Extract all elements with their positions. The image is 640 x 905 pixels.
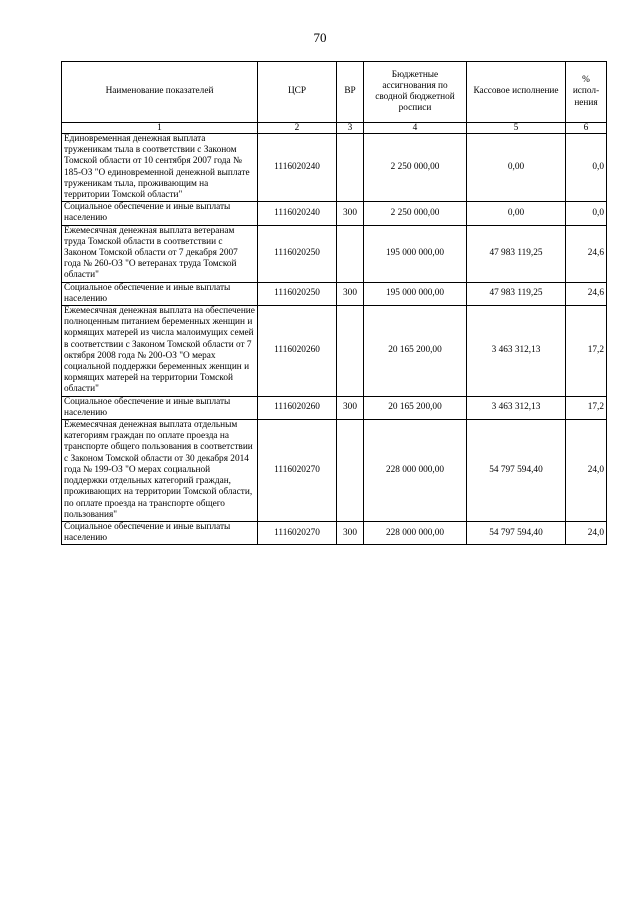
row-budget: 20 165 200,00	[364, 306, 467, 397]
row-cash: 0,00	[467, 134, 566, 202]
header-budget: Бюджетные ассигнования по сводной бюджетной росписи	[364, 62, 467, 123]
row-name: Социальное обеспечение и иные выплаты населению	[62, 521, 258, 544]
page-number: 70	[313, 30, 327, 45]
row-vr	[337, 306, 364, 397]
row-name: Единовременная денежная выплата труженикам тыла в соответствии с Законом Томской области от 10 сентября 2007 года № 185-ОЗ "О единовременной денежной выплате труженикам тыла, проживающим на территории Томской области"	[62, 134, 258, 202]
row-budget: 195 000 000,00	[364, 282, 467, 305]
header-percent: % испол-нения	[566, 62, 607, 123]
row-cash: 3 463 312,13	[467, 396, 566, 419]
row-vr: 300	[337, 282, 364, 305]
row-percent: 17,2	[566, 396, 607, 419]
header-csr: ЦСР	[258, 62, 337, 123]
header-vr: ВР	[337, 62, 364, 123]
row-vr: 300	[337, 396, 364, 419]
header-cash: Кассовое исполнение	[467, 62, 566, 123]
row-csr: 1116020240	[258, 134, 337, 202]
table-row	[62, 134, 607, 202]
table-row	[62, 420, 607, 522]
row-percent: 24,6	[566, 282, 607, 305]
row-cash: 54 797 594,40	[467, 420, 566, 522]
row-csr: 1116020250	[258, 225, 337, 282]
column-number-row	[62, 123, 607, 134]
column-number: 6	[566, 123, 607, 134]
row-percent: 24,0	[566, 420, 607, 522]
table-row	[62, 225, 607, 282]
row-budget: 20 165 200,00	[364, 396, 467, 419]
column-number: 1	[62, 123, 258, 134]
row-name: Ежемесячная денежная выплата на обеспечение полноценным питанием беременных женщин и кормящих матерей из числа малоимущих семей в соответствии с Законом Томской области от 7 октября 2008 года № 200-ОЗ "О мерах социальной поддержки беременных женщин и кормящих матерей на территории Томской области"	[62, 306, 258, 397]
row-budget: 195 000 000,00	[364, 225, 467, 282]
row-csr: 1116020270	[258, 521, 337, 544]
table-row	[62, 202, 607, 225]
row-cash: 54 797 594,40	[467, 521, 566, 544]
row-budget: 2 250 000,00	[364, 202, 467, 225]
column-number: 3	[337, 123, 364, 134]
row-percent: 24,6	[566, 225, 607, 282]
row-vr	[337, 420, 364, 522]
row-vr: 300	[337, 521, 364, 544]
header-name: Наименование показателей	[62, 62, 258, 123]
row-vr: 300	[337, 202, 364, 225]
table-row	[62, 282, 607, 305]
column-number: 2	[258, 123, 337, 134]
table-row	[62, 396, 607, 419]
row-name: Социальное обеспечение и иные выплаты населению	[62, 202, 258, 225]
table-row	[62, 306, 607, 397]
row-percent: 17,2	[566, 306, 607, 397]
table-row	[62, 521, 607, 544]
row-csr: 1116020250	[258, 282, 337, 305]
row-csr: 1116020260	[258, 396, 337, 419]
row-percent: 24,0	[566, 521, 607, 544]
row-cash: 3 463 312,13	[467, 306, 566, 397]
row-cash: 0,00	[467, 202, 566, 225]
row-name: Социальное обеспечение и иные выплаты населению	[62, 396, 258, 419]
row-csr: 1116020240	[258, 202, 337, 225]
row-name: Ежемесячная денежная выплата отдельным категориям граждан по оплате проезда на транспорте общего пользования в соответствии с Законом Томской области от 30 декабря 2014 года № 199-ОЗ "О мерах социальной поддержки отдельных категорий граждан, проживающих на территории Томской области, по оплате проезда на транспорте общего пользования"	[62, 420, 258, 522]
row-percent: 0,0	[566, 134, 607, 202]
row-budget: 228 000 000,00	[364, 420, 467, 522]
row-cash: 47 983 119,25	[467, 225, 566, 282]
row-budget: 2 250 000,00	[364, 134, 467, 202]
row-cash: 47 983 119,25	[467, 282, 566, 305]
row-csr: 1116020270	[258, 420, 337, 522]
row-percent: 0,0	[566, 202, 607, 225]
row-vr	[337, 225, 364, 282]
row-vr	[337, 134, 364, 202]
row-budget: 228 000 000,00	[364, 521, 467, 544]
row-csr: 1116020260	[258, 306, 337, 397]
column-number: 4	[364, 123, 467, 134]
header-row	[62, 62, 607, 123]
column-number: 5	[467, 123, 566, 134]
budget-execution-table	[61, 61, 607, 545]
row-name: Ежемесячная денежная выплата ветеранам труда Томской области в соответствии с Законом Томской области от 7 декабря 2007 года № 260-ОЗ "О ветеранах труда Томской области"	[62, 225, 258, 282]
row-name: Социальное обеспечение и иные выплаты населению	[62, 282, 258, 305]
